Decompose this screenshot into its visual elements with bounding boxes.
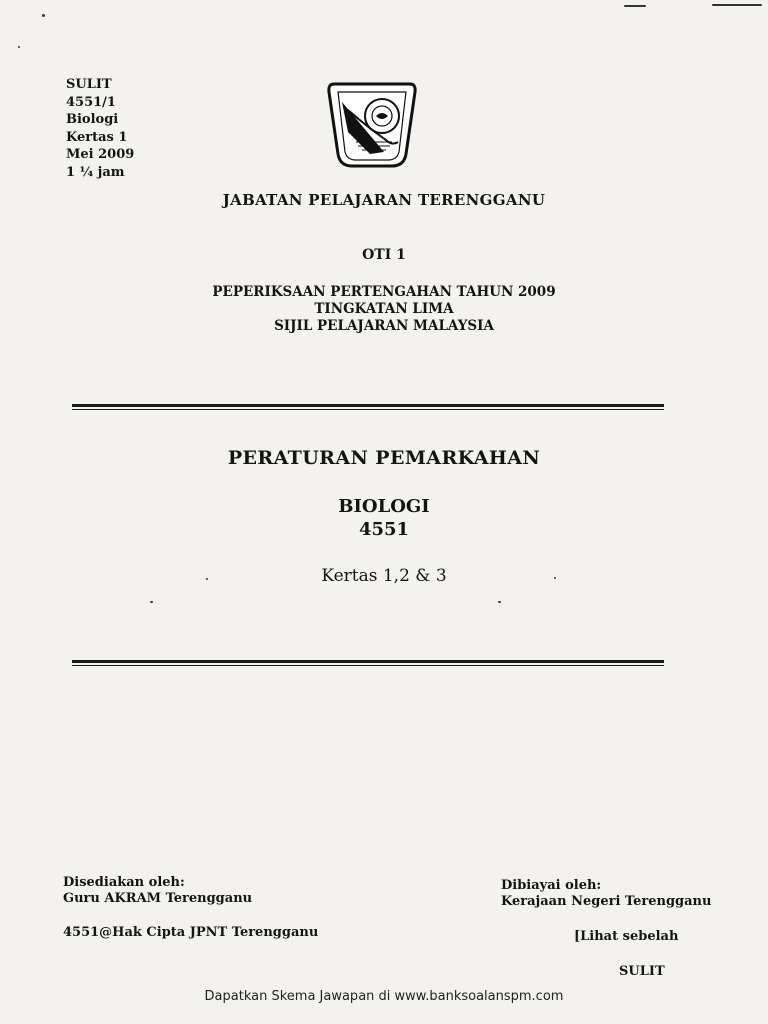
scan-speck xyxy=(42,14,45,17)
funded-label: Dibiayai oleh: xyxy=(501,878,602,893)
meta-line: Mei 2009 xyxy=(66,147,135,162)
divider-top xyxy=(72,404,664,410)
scan-mark xyxy=(624,5,646,7)
scan-speck xyxy=(18,46,20,48)
prepared-label: Disediakan oleh: xyxy=(63,875,185,890)
meta-line: 1 ¼ jam xyxy=(66,164,125,180)
exam-line: PEPERIKSAAN PERTENGAHAN TAHUN 2009 xyxy=(212,284,556,300)
meta-line: SULIT xyxy=(66,77,112,92)
bottom-classification: SULIT xyxy=(619,964,665,979)
next-page-note: [Lihat sebelah xyxy=(574,929,679,944)
document-title: PERATURAN PEMARKAHAN xyxy=(227,447,541,469)
scan-mark xyxy=(712,4,762,6)
papers-line: Kertas 1,2 & 3 xyxy=(321,566,447,586)
exam-details xyxy=(0,284,768,335)
exam-line: TINGKATAN LIMA xyxy=(314,301,454,317)
exam-line: SIJIL PELAJARAN MALAYSIA xyxy=(274,318,494,334)
prepared-name: Guru AKRAM Terengganu xyxy=(63,891,253,906)
funded-name: Kerajaan Negeri Terengganu xyxy=(501,894,712,909)
footer-note: Dapatkan Skema Jawapan di www.banksoalanspm.com xyxy=(204,989,564,1004)
scan-speck xyxy=(498,601,501,603)
scan-speck xyxy=(150,601,153,603)
divider-bottom xyxy=(72,660,664,666)
subject-code: 4551 xyxy=(358,519,410,540)
copyright-line: 4551@Hak Cipta JPNT Terengganu xyxy=(63,925,319,940)
jabatan-crest-icon xyxy=(326,80,418,172)
header-meta xyxy=(66,76,134,181)
exam-code: OTI 1 xyxy=(362,247,406,263)
department-title: JABATAN PELAJARAN TERENGGANU xyxy=(222,191,546,209)
meta-line: Biologi xyxy=(66,112,119,127)
funded-by xyxy=(501,878,711,910)
meta-line: Kertas 1 xyxy=(66,129,128,145)
prepared-by xyxy=(63,875,252,907)
meta-line: 4551/1 xyxy=(66,94,116,110)
subject-name: BIOLOGI xyxy=(338,496,430,517)
subject-block xyxy=(0,495,768,541)
